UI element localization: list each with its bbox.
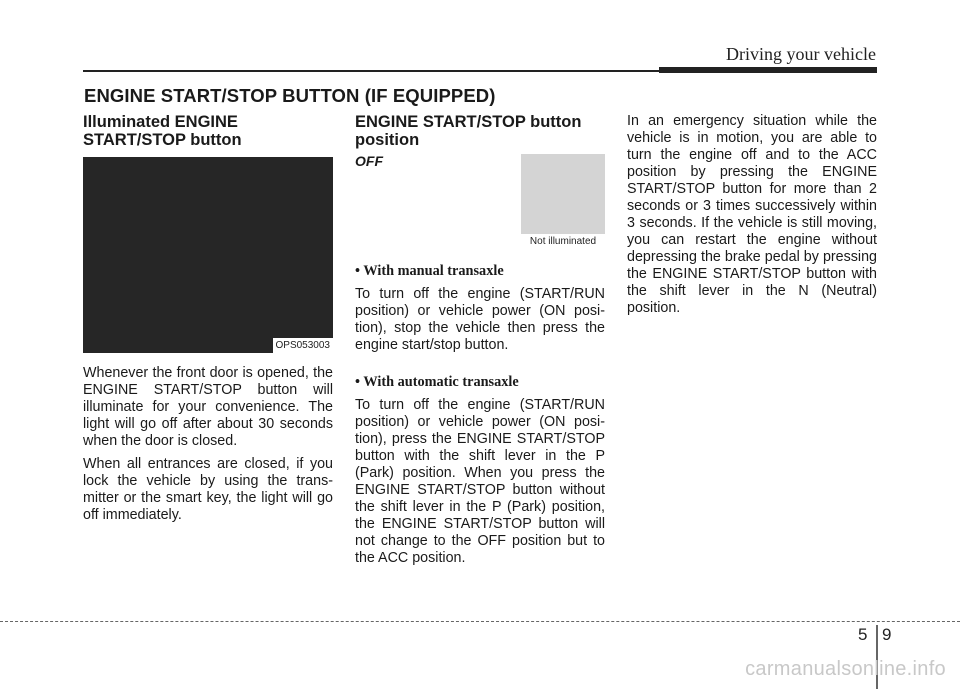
column-2 — [355, 113, 605, 149]
off-position-label: OFF — [355, 153, 383, 169]
paragraph: When all entrances are closed, if you lock the vehicle by using the trans-mitter or the smart key, the light will go off immediately. — [83, 456, 333, 523]
bullet-manual-transaxle: • With manual transaxle — [355, 263, 504, 279]
subheading-illuminated — [83, 113, 333, 149]
bullet-automatic-transaxle: • With automatic transaxle — [355, 374, 519, 390]
watermark: carmanualsonline.info — [745, 658, 946, 680]
photo-code: OPS053003 — [273, 338, 334, 353]
section-title: ENGINE START/STOP BUTTON (IF EQUIPPED) — [84, 85, 496, 106]
paragraph: Whenever the front door is opened, the ENGINE START/STOP button will illuminate for your convenience. The light will go off after about 30 seconds when the door is closed. — [83, 365, 333, 449]
chapter-number: 5 — [858, 625, 868, 644]
column-1-body — [83, 365, 333, 530]
column-1 — [83, 113, 333, 149]
page-number: 9 — [882, 625, 892, 644]
subheading-line-1: ENGINE START/STOP button — [355, 113, 582, 131]
subheading-line-2: position — [355, 131, 420, 149]
button-photo — [83, 157, 333, 353]
subheading-line-1: Illuminated ENGINE — [83, 113, 238, 131]
subheading-button-position — [355, 113, 605, 149]
footer-rule — [0, 621, 960, 622]
column-2-body — [355, 263, 605, 573]
running-header: Driving your vehicle — [726, 44, 876, 64]
paragraph: In an emergency situation while the vehicle is in motion, you are able to turn the engine off and to the ACC position by pressing the ENGINE START/STOP button for more than 2 seconds or 3 times successively within 3 seconds. If the vehicle is still moving, you can restart the engine without depressing the brake pedal by pressing the ENGINE START/STOP button with the shift lever in the N (Neutral) position. — [627, 113, 877, 316]
button-off-image — [521, 154, 605, 250]
image-caption: Not illuminated — [521, 234, 605, 250]
paragraph: To turn off the engine (START/RUN position) or vehicle power (ON posi-tion), stop the vehicle then press the engine start/stop button. — [355, 286, 605, 353]
column-3 — [627, 113, 877, 323]
subheading-line-2: START/STOP button — [83, 131, 242, 149]
header-rule-thin — [83, 70, 659, 72]
header-rule-thick — [659, 67, 877, 73]
paragraph: To turn off the engine (START/RUN position) or vehicle power (ON posi-tion), press the ENGINE START/STOP button with the shift lever in the P (Park) position. When you press the ENGINE START/STOP button without the shift lever in the P (Park) position, the ENGINE START/STOP button will not change to the OFF position but to the ACC position. — [355, 397, 605, 566]
